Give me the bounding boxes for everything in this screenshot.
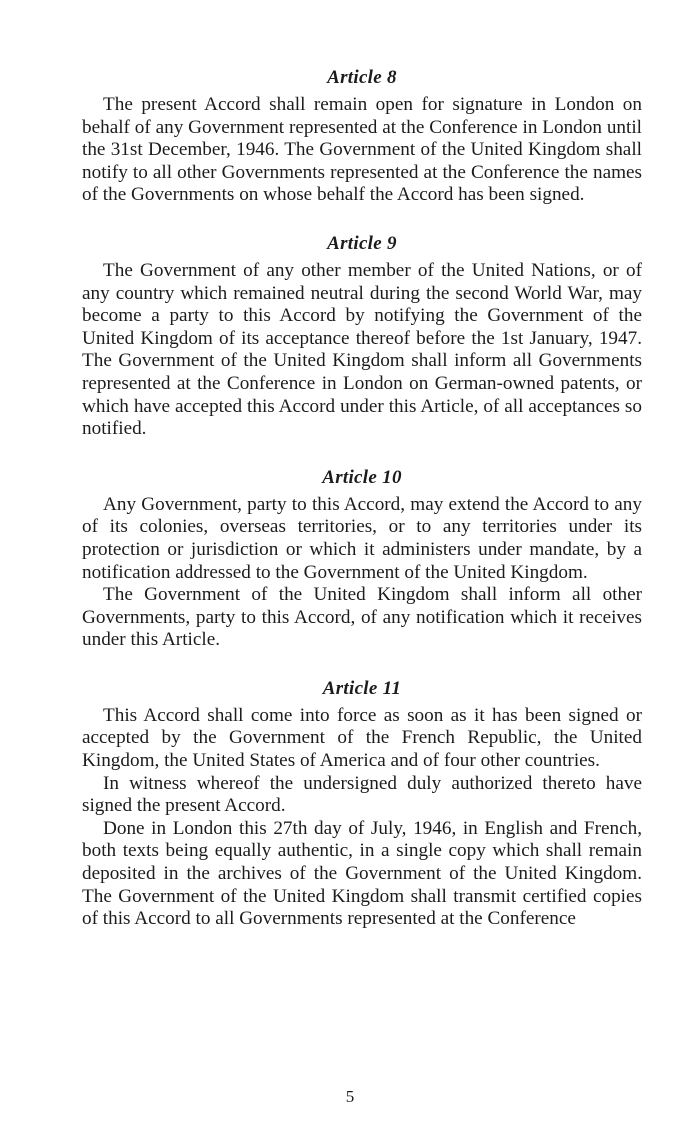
article-9 [82,232,642,441]
article-paragraph: The Government of any other member of the United Nations, or of any country which remained neutral during the second World War, may become a party to this Accord by notifying the Government of the United Kingdom of its acceptance thereof before the 1st January, 1947. The Government of the United Kingdom shall inform all Governments represented at the Conference in London on German-owned patents, or which have accepted this Accord under this Article, of all acceptances so notified. [82,259,642,440]
article-paragraph: Any Government, party to this Accord, may extend the Accord to any of its colonies, overseas territories, or to any territories under its protection or jurisdiction or which it administers under mandate, by a notification addressed to the Government of the United Kingdom. [82,493,642,583]
document-body [82,66,642,931]
article-heading: Article 9 [327,232,397,254]
article-11 [82,677,642,931]
page-number: 5 [345,1087,355,1106]
article-paragraph: Done in London this 27th day of July, 1946, in English and French, both texts being equally authentic, in a single copy which shall remain deposited in the archives of the Government of the United Kingdom. The Government of the United Kingdom shall transmit certified copies of this Accord to all Governments represented at the Conference [82,817,642,930]
article-paragraph: The present Accord shall remain open for signature in London on behalf of any Government represented at the Conference in London until the 31st December, 1946. The Government of the United Kingdom shall notify to all other Governments represented at the Conference the names of the Governments on whose behalf the Accord has been signed. [82,94,642,206]
article-8 [82,66,642,207]
article-paragraph: The Government of the United Kingdom shall inform all other Governments, party to this Accord, of any notification which it receives under this Article. [82,584,642,651]
article-10 [82,466,642,652]
article-heading: Article 11 [322,677,402,699]
article-heading: Article 10 [322,466,402,488]
article-paragraph: In witness whereof the undersigned duly authorized thereto have signed the present Accord. [82,772,642,817]
article-paragraph: This Accord shall come into force as soon as it has been signed or accepted by the Government of the French Republic, the United Kingdom, the United States of America and of four other countries. [82,704,642,772]
article-heading: Article 8 [327,67,397,88]
